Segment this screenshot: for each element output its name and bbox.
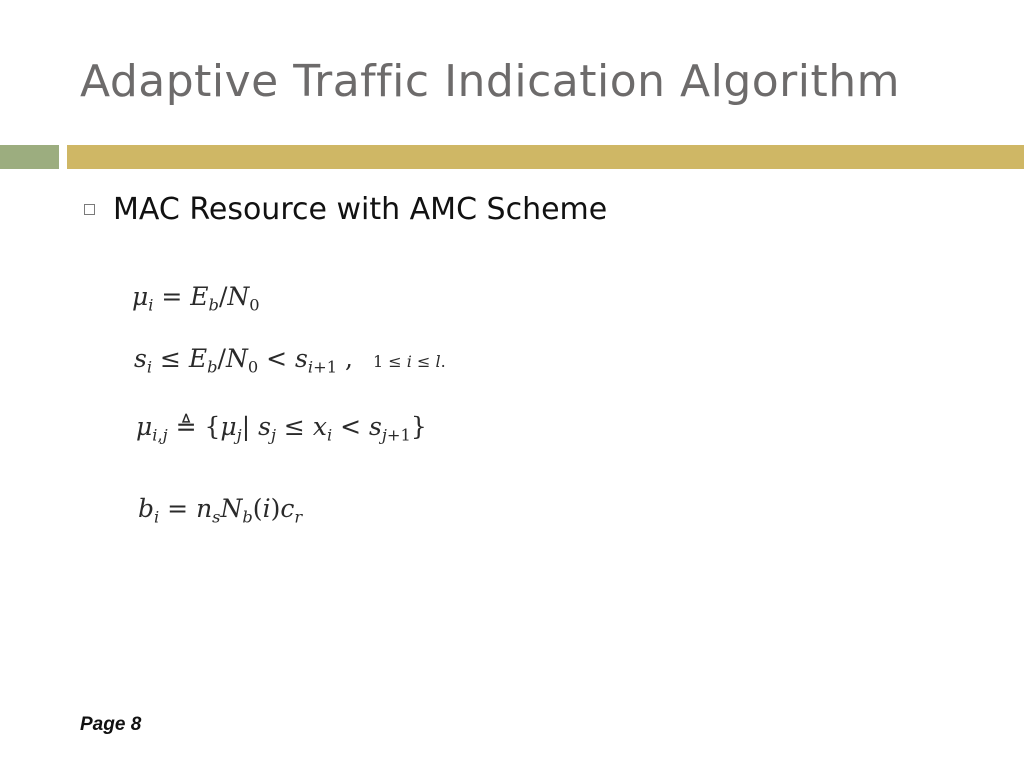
square-bullet-icon — [84, 204, 95, 215]
accent-bar-gold — [67, 145, 1024, 169]
formula-2: $s_i \le E_b/N_0 < s_{i+1}$ , 1 ≤ i ≤ l. — [134, 344, 446, 377]
formula-3: $\mu_{i,j}$ ≜ {$\mu_j|$ $s_j \le x_i < s_{j+1}$} — [136, 412, 427, 445]
slide-title: Adaptive Traffic Indication Algorithm — [80, 56, 900, 107]
page-number: Page 8 — [80, 714, 142, 735]
accent-bar-green — [0, 145, 59, 169]
bullet-text: MAC Resource with AMC Scheme — [113, 192, 608, 227]
bullet-item — [84, 192, 607, 227]
formula-1: $\mu_i = E_b/N_0$ — [132, 282, 260, 315]
formula-4: $b_i = n_sN_b(i)c_r$ — [138, 494, 303, 527]
